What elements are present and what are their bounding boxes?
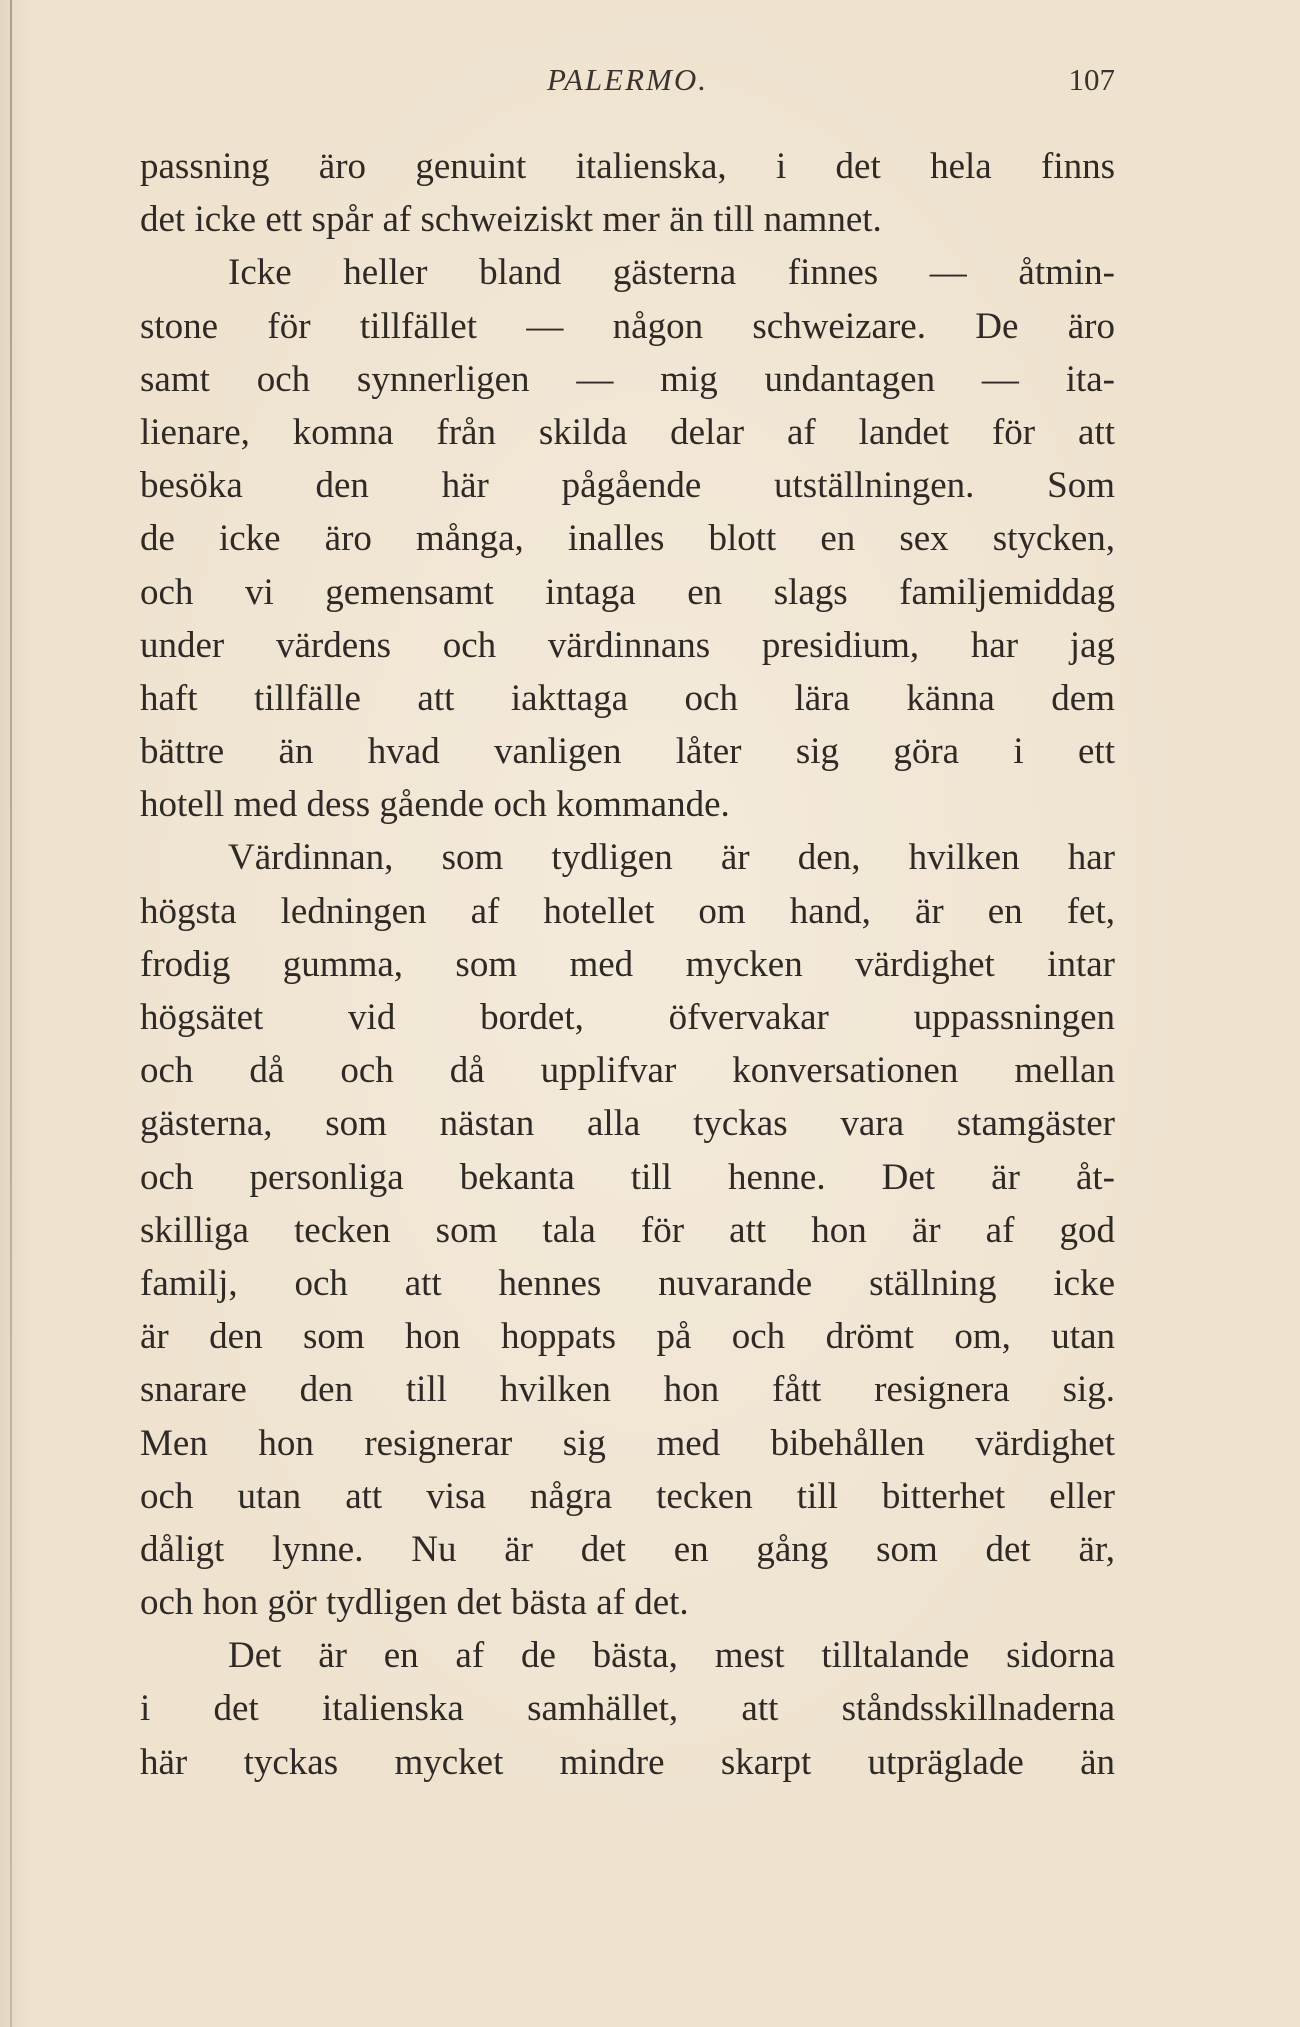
text-line: de icke äro många, inalles blott en sex stycken, (140, 518, 1115, 560)
paragraph-first-line: Det är en af de bästa, mest tilltalande sidorna (228, 1635, 1115, 1677)
text-line: under värdens och värdinnans presidium, har jag (140, 624, 1115, 666)
text-line: gästerna, som nästan alla tyckas vara stamgäster (140, 1103, 1115, 1145)
text-line: frodig gumma, som med mycken värdighet intar (140, 943, 1115, 985)
text-line: samt och synnerligen — mig undantagen — ita- (140, 358, 1115, 400)
text-line: skilliga tecken som tala för att hon är af god (140, 1209, 1115, 1251)
text-line: är den som hon hoppats på och drömt om, utan (140, 1316, 1115, 1358)
text-line: högsätet vid bordet, öfvervakar uppassningen (140, 997, 1115, 1038)
text-line: snarare den till hvilken hon fått resignera sig. (140, 1369, 1115, 1411)
text-line: hotell med dess gående och kommande. (140, 784, 730, 826)
text-line: och personliga bekanta till henne. Det är åt- (140, 1156, 1115, 1198)
running-head (140, 62, 1115, 112)
text-line: och utan att visa några tecken till bitterhet eller (140, 1475, 1115, 1517)
text-line: lienare, komna från skilda delar af landet för att (140, 411, 1115, 453)
paragraph-first-line: Icke heller bland gästerna finnes — åtmin- (228, 252, 1115, 294)
text-line: dåligt lynne. Nu är det en gång som det är, (140, 1528, 1115, 1570)
text-line: i det italienska samhället, att ståndsskillnaderna (140, 1688, 1115, 1730)
running-title: PALERMO. (547, 62, 708, 97)
text-line: och hon gör tydligen det bästa af det. (140, 1582, 689, 1624)
text-line: högsta ledningen af hotellet om hand, är en fet, (140, 890, 1115, 932)
text-line: stone för tillfället — någon schweizare. De äro (140, 305, 1115, 347)
binding-edge (10, 0, 12, 2027)
text-line: passning äro genuint italienska, i det hela finns (140, 146, 1115, 187)
text-line: det icke ett spår af schweiziskt mer än till namnet. (140, 199, 882, 241)
text-line: Men hon resignerar sig med bibehållen värdighet (140, 1422, 1115, 1464)
text-line: familj, och att hennes nuvarande ställning icke (140, 1262, 1115, 1304)
text-line: besöka den här pågående utställningen. Som (140, 465, 1115, 507)
text-line: och vi gemensamt intaga en slags familjemiddag (140, 571, 1115, 613)
body-text (140, 140, 1115, 1789)
text-line: bättre än hvad vanligen låter sig göra i ett (140, 731, 1115, 773)
text-line: och då och då upplifvar konversationen mellan (140, 1050, 1115, 1092)
page-number: 107 (1068, 62, 1115, 97)
text-line: här tyckas mycket mindre skarpt utpräglade än (140, 1741, 1115, 1783)
paragraph-first-line: Värdinnan, som tydligen är den, hvilken har (228, 837, 1115, 879)
text-line: haft tillfälle att iakttaga och lära känna dem (140, 677, 1115, 719)
